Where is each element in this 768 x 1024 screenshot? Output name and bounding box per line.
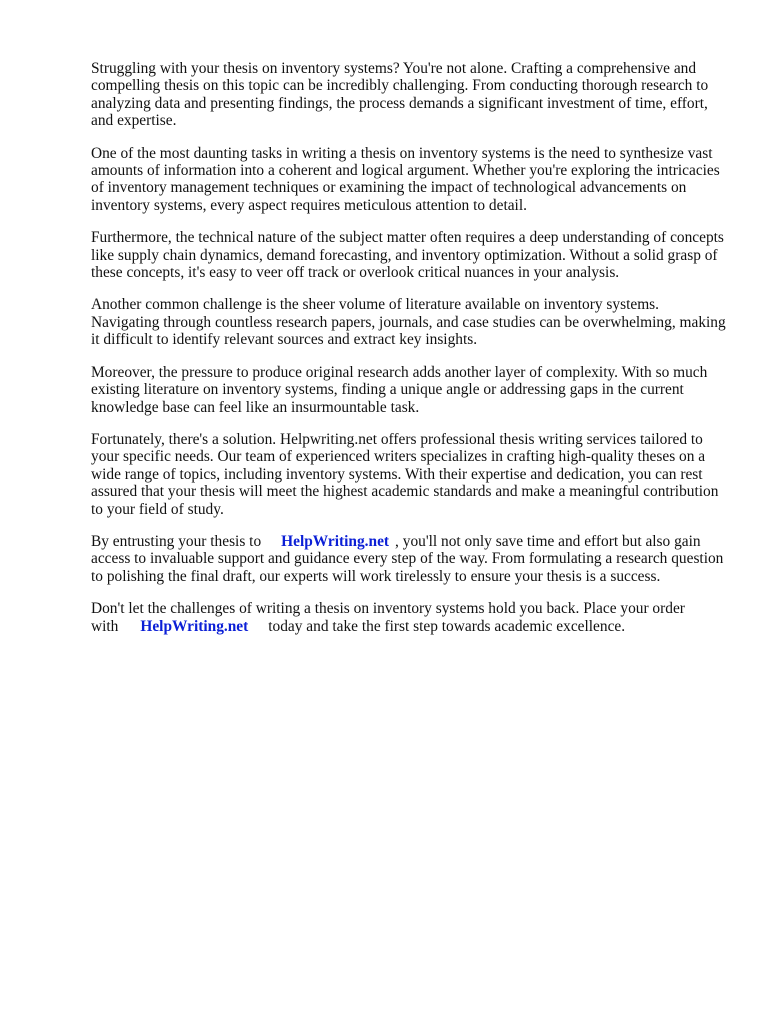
helpwriting-order-link[interactable]: HelpWriting.net (140, 617, 249, 635)
paragraph-closing (91, 600, 731, 635)
closing-text-after: today and take the first step towards academic excellence. (268, 617, 626, 635)
entrust-text-after: , you'll not only save time and effort but also gain access to invaluable support and guidance every step of the way. From formulating a research question to polishing the final draft, our experts will work tirelessly to ensure your thesis is a success. (91, 532, 724, 585)
document-page (91, 60, 731, 650)
paragraph-original-research: Moreover, the pressure to produce original research adds another layer of complexity. With so much existing literature on inventory systems, finding a unique angle or addressing gaps in the current knowledge base can feel like an insurmountable task. (91, 363, 708, 416)
entrust-text-before: By entrusting your thesis to (91, 532, 262, 550)
paragraph-daunting-tasks: One of the most daunting tasks in writing a thesis on inventory systems is the need to synthesize vast amounts of information into a coherent and logical argument. Whether you're exploring the intricacies of inventory management techniques or examining the impact of technological advancements on inventory systems, every aspect requires meticulous attention to detail. (91, 144, 720, 214)
paragraph-intro: Struggling with your thesis on inventory systems? You're not alone. Crafting a comprehensive and compelling thesis on this topic can be incredibly challenging. From conducting thorough research to analyzing data and presenting findings, the process demands a significant investment of time, effort, and expertise. (91, 60, 709, 130)
paragraph-entrust (91, 533, 731, 585)
helpwriting-link[interactable]: HelpWriting.net (281, 532, 390, 550)
closing-text-before: Don't let the challenges of writing a thesis on inventory systems hold you back. Place your order with (91, 600, 685, 635)
paragraph-solution: Fortunately, there's a solution. Helpwriting.net offers professional thesis writing services tailored to your specific needs. Our team of experienced writers specializes in crafting high-quality theses on a wide range of topics, including inventory systems. With their expertise and dedication, you can rest assured that your thesis will meet the highest academic standards and make a meaningful contribution to your field of study. (91, 430, 719, 518)
paragraph-literature-volume: Another common challenge is the sheer volume of literature available on inventory systems. Navigating through countless research papers, journals, and case studies can be overwhelming, making it difficult to identify relevant sources and extract key insights. (91, 296, 726, 349)
paragraph-technical-nature: Furthermore, the technical nature of the subject matter often requires a deep understanding of concepts like supply chain dynamics, demand forecasting, and inventory optimization. Without a solid grasp of these concepts, it's easy to veer off track or overlook critical nuances in your analysis. (91, 229, 724, 282)
